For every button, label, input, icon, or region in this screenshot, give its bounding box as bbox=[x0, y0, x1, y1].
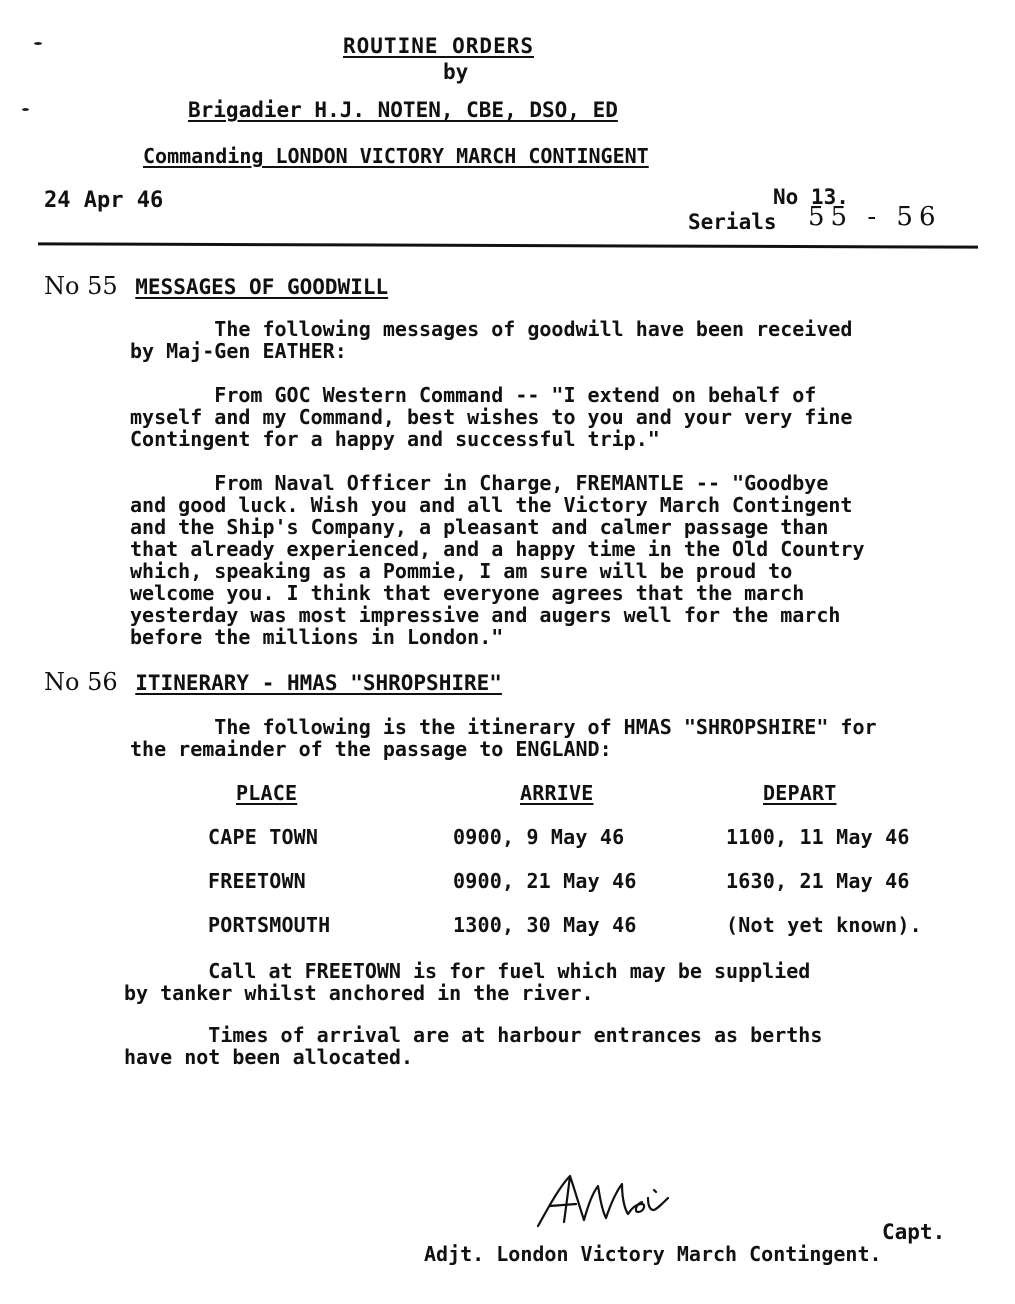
table-cell-arrive: 0900, 9 May 46 bbox=[453, 825, 625, 849]
signatory-role: Adjt. London Victory March Contingent. bbox=[424, 1242, 882, 1266]
table-cell-place: PORTSMOUTH bbox=[208, 913, 331, 937]
scan-speck bbox=[22, 108, 29, 111]
order-number: No 13. bbox=[773, 185, 849, 209]
author-line: Brigadier H.J. NOTEN, CBE, DSO, ED bbox=[188, 98, 618, 122]
document-title: ROUTINE ORDERS bbox=[343, 34, 535, 58]
table-header-depart: DEPART bbox=[763, 781, 837, 805]
serials-label: Serials bbox=[688, 210, 777, 234]
section-heading: ITINERARY - HMAS "SHROPSHIRE" bbox=[135, 671, 502, 695]
section-number: No 56 bbox=[44, 668, 118, 696]
fremantle-message: From Naval Officer in Charge, FREMANTLE -- "Goodbye and good luck. Wish you and all the Victory March Contingent and the Ship's Company, a pleasant and calmer passage than that already experienced, and a happy time in the Old Country which, speaking as a Pommie, I am sure will be proud to welcome you. I think that everyone agrees that the march yesterday was most impressive and augers well for the march before the millions in London." bbox=[130, 471, 865, 649]
scan-speck bbox=[34, 42, 42, 45]
section-56 bbox=[44, 668, 502, 696]
table-header-place: PLACE bbox=[236, 781, 298, 805]
western-command-message: From GOC Western Command -- "I extend on behalf of myself and my Command, best wishes to you and your very fine Contingent for a happy and successful trip." bbox=[130, 383, 853, 451]
table-header-arrive: ARRIVE bbox=[520, 781, 594, 805]
table-cell-depart: 1100, 11 May 46 bbox=[726, 825, 910, 849]
goodwill-intro-paragraph: The following messages of goodwill have been received by Maj-Gen EATHER: bbox=[130, 317, 853, 363]
itinerary-intro-paragraph: The following is the itinerary of HMAS "SHROPSHIRE" for the remainder of the passage to ENGLAND: bbox=[130, 715, 877, 761]
section-number: No 55 bbox=[44, 272, 118, 300]
command-line: Commanding LONDON VICTORY MARCH CONTINGENT bbox=[143, 144, 649, 168]
section-55 bbox=[44, 272, 388, 300]
fuel-note-paragraph: Call at FREETOWN is for fuel which may be supplied by tanker whilst anchored in the river. bbox=[124, 959, 811, 1005]
arrival-times-paragraph: Times of arrival are at harbour entrances as berths have not been allocated. bbox=[124, 1023, 823, 1069]
signatory-rank: Capt. bbox=[882, 1220, 946, 1244]
table-cell-depart: 1630, 21 May 46 bbox=[726, 869, 910, 893]
order-date: 24 Apr 46 bbox=[44, 188, 164, 213]
table-cell-place: CAPE TOWN bbox=[208, 825, 319, 849]
table-cell-arrive: 0900, 21 May 46 bbox=[453, 869, 637, 893]
header-rule bbox=[38, 242, 978, 248]
table-cell-depart: (Not yet known). bbox=[726, 913, 922, 937]
table-cell-arrive: 1300, 30 May 46 bbox=[453, 913, 637, 937]
by-line: by bbox=[443, 60, 469, 84]
table-cell-place: FREETOWN bbox=[208, 869, 306, 893]
section-heading: MESSAGES OF GOODWILL bbox=[135, 275, 389, 299]
handwritten-signature bbox=[530, 1168, 680, 1232]
serials-range: 55 - 56 bbox=[808, 202, 942, 232]
